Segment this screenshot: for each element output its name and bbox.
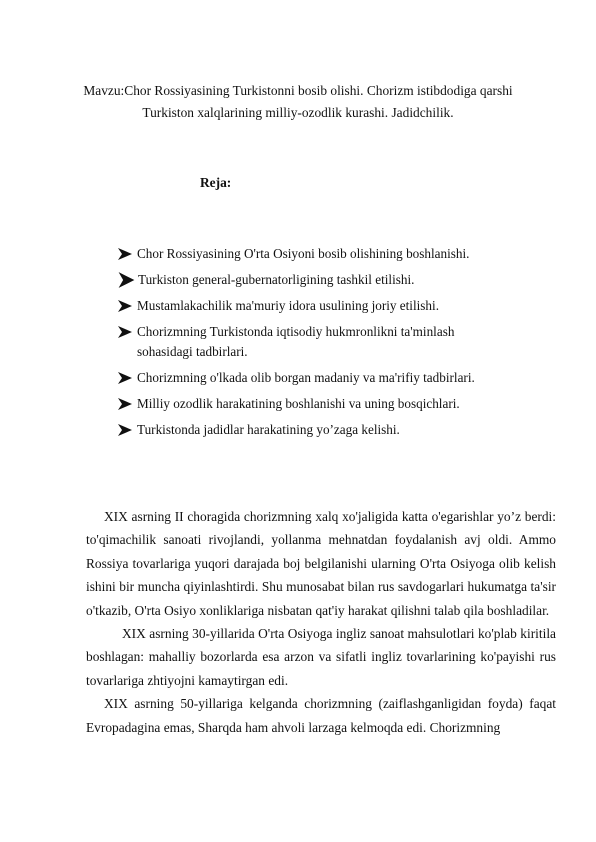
plan-item-text: Chorizmning o'lkada olib borgan madaniy va ma'rifiy tadbirlari. (137, 370, 475, 385)
plan-item-text: Turkistonda jadidlar harakatining yo’zaga kelishi. (137, 422, 400, 437)
plan-item-text: Mustamlakachilik ma'muriy idora usulining joriy etilishi. (137, 298, 439, 313)
plan-item-text: Milliy ozodlik harakatining boshlanishi va uning bosqichlari. (137, 396, 460, 411)
plan-item (117, 368, 537, 388)
body-text (86, 505, 556, 739)
plan-item-text: Turkiston general-gubernatorligining tashkil etilishi. (138, 272, 415, 287)
body-paragraph: XIX asrning 30-yillarida O'rta Osiyoga ingliz sanoat mahsulotlari ko'plab kiritila boshlagan: mahalliy bozorlarda esa arzon va sifatli ingliz tovarlarining ko'payishi rus tovarlariga zhtiyojni kamaytirgan edi. (86, 626, 556, 688)
plan-item (117, 270, 537, 290)
body-paragraph: XIX asrning 50-yillariga kelganda chorizmning (zaiflashganligidan foyda) faqat Evropadagina emas, Sharqda ham ahvoli larzaga kelmoqda edi. Chorizmning (86, 696, 556, 735)
arrow-right-icon (117, 324, 133, 340)
arrow-right-icon (117, 422, 133, 438)
plan-list (117, 244, 537, 446)
plan-item (117, 244, 537, 264)
arrow-right-icon (117, 246, 133, 262)
document-title: Mavzu:Chor Rossiyasining Turkistonni bosib olishi. Chorizm istibdodiga qarshi Turkiston xalqlarining milliy-ozodlik kurashi. Jadidchilik. (83, 83, 513, 120)
plan-item-text: Chor Rossiyasining O'rta Osiyoni bosib olishining boshlanishi. (137, 246, 470, 261)
plan-item (117, 394, 537, 414)
plan-item (117, 322, 489, 362)
body-paragraph: XIX asrning II choragida chorizmning xalq xo'jaligida katta o'egarishlar yo’z berdi: to'qimachilik sanoati rivojlandi, yollanma mehnatdan foydalanish avj oldi. Ammo Rossiya tovarlariga yuqori darajada boj belgilanishi ularning O'rta Osiyoga olib kelish ishini bir muncha qiyinlashtirdi. Shu munosabat bilan rus savdogarlari hukumatga ta'sir o'tkazib, O'rta Osiyo xonliklariga nisbatan qat'iy harakat qilishni talab qila boshladilar. (86, 509, 556, 618)
plan-item-text: Chorizmning Turkistonda iqtisodiy hukmronlikni ta'minlash sohasidagi tadbirlari. (137, 324, 455, 359)
plan-item (117, 296, 537, 316)
arrow-right-icon (117, 370, 133, 386)
arrow-right-icon (117, 271, 136, 289)
arrow-right-icon (117, 298, 133, 314)
arrow-right-icon (117, 396, 133, 412)
plan-heading: Reja: (200, 175, 232, 190)
plan-item (117, 420, 537, 440)
